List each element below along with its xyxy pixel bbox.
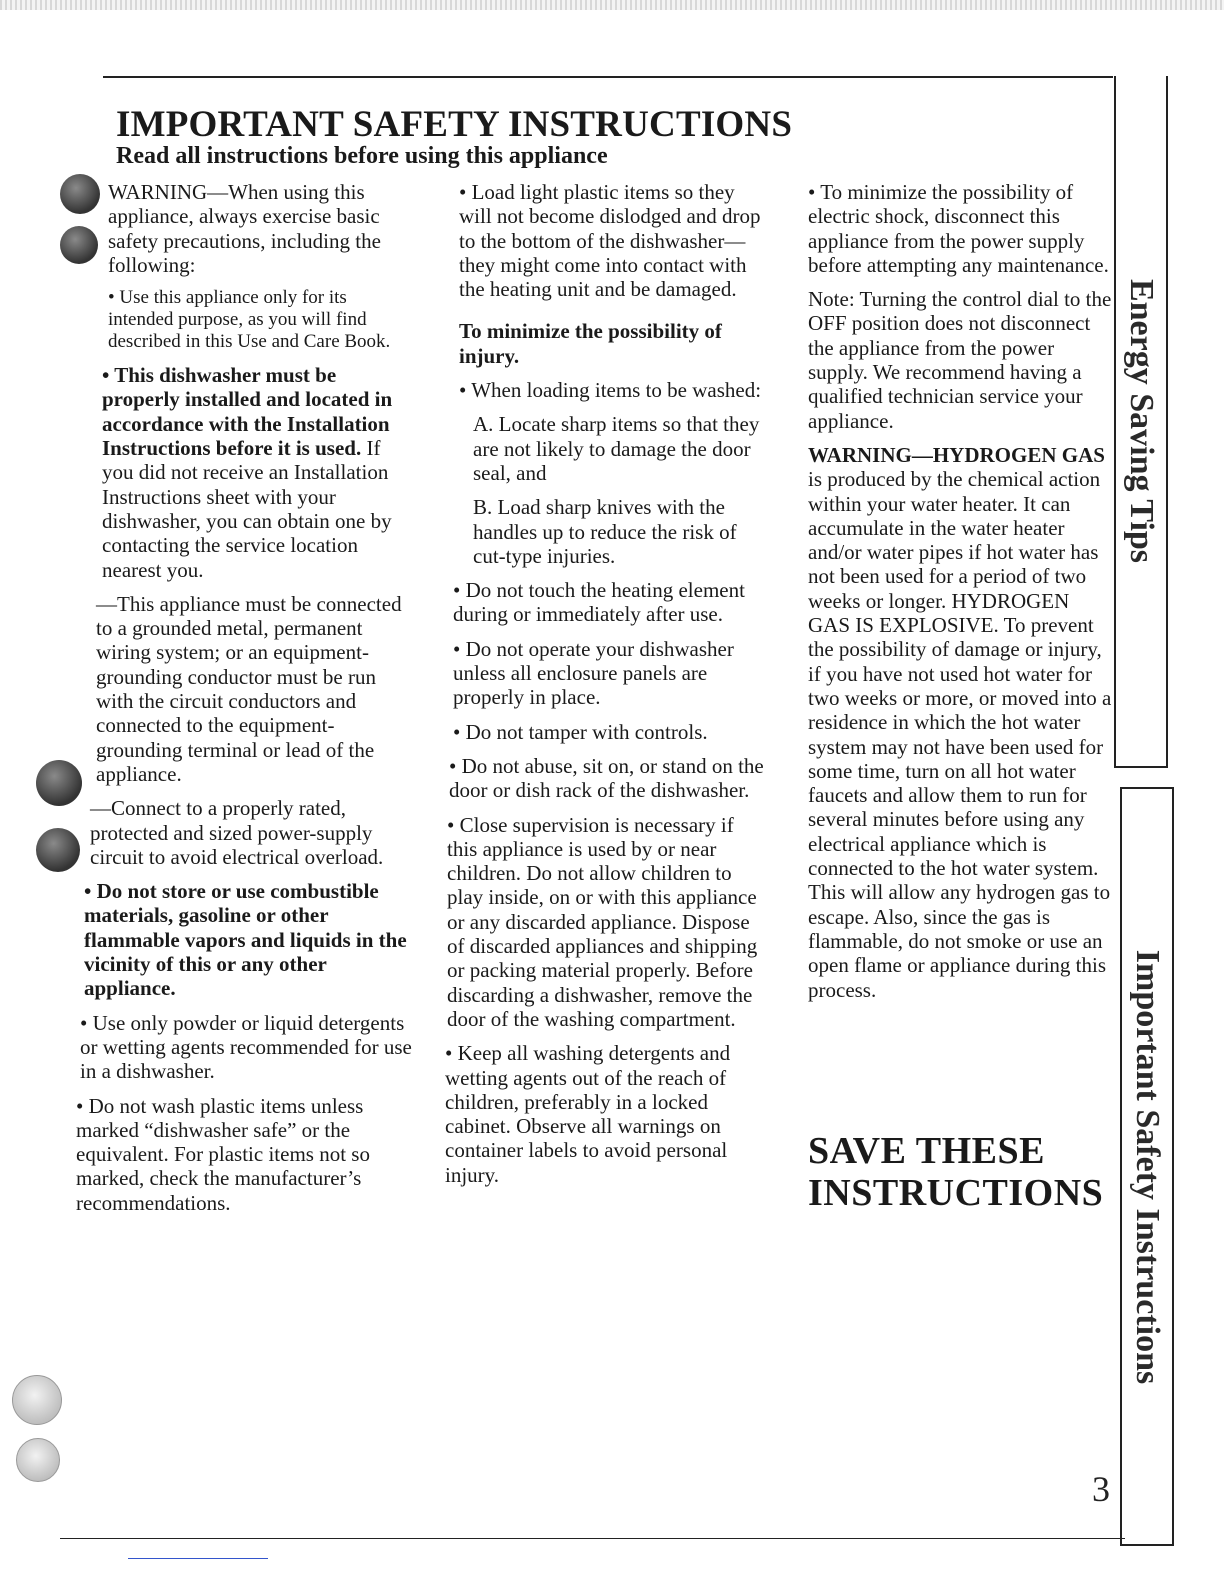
plastic-loading-instruction: • Load light plastic items so they will not become dislodged and drop to the bottom of the dishwasher—they might come into contact with the heating unit and be damaged. bbox=[459, 180, 761, 302]
scan-top-edge bbox=[0, 0, 1224, 10]
scan-artifact-line bbox=[128, 1558, 268, 1559]
door-abuse-instruction: • Do not abuse, sit on, or stand on the door or dish rack of the dishwasher. bbox=[449, 753, 764, 803]
warning-text: —When using this appliance, always exercise basic safety precautions, including the following: bbox=[108, 180, 381, 277]
control-dial-note: Note: Turning the control dial to the OFF position does not disconnect the appliance from the power supply. We recommend having a qualified technician service your appliance. bbox=[808, 287, 1112, 433]
electric-shock-instruction: • To minimize the possibility of electric shock, disconnect this appliance from the power supply before attempting any maintenance. bbox=[808, 180, 1109, 277]
column-1 bbox=[76, 180, 416, 1225]
power-supply-instruction: —Connect to a properly rated, protected and sized power-supply circuit to avoid electrical overload. bbox=[90, 796, 384, 869]
bottom-rule bbox=[60, 1538, 1125, 1539]
save-instructions-heading bbox=[808, 1130, 1103, 1214]
enclosure-panels-instruction: • Do not operate your dishwasher unless all enclosure panels are properly in place. bbox=[453, 636, 734, 710]
controls-instruction: • Do not tamper with controls. bbox=[453, 719, 708, 744]
heating-element-instruction: • Do not touch the heating element during or immediately after use. bbox=[453, 578, 745, 627]
tab-energy-saving-tips-label: Energy Saving Tips bbox=[1123, 278, 1160, 564]
warning-intro bbox=[76, 180, 416, 277]
injury-heading: To minimize the possibility of injury. bbox=[459, 319, 722, 368]
grounding-instruction: —This appliance must be connected to a grounded metal, permanent wiring system; or an equipment-grounding conductor must be run with the circuit conductors and connected to the equipment-grounding terminal or lead of the appliance. bbox=[96, 591, 402, 786]
column-2 bbox=[445, 180, 765, 1197]
page-number: 3 bbox=[1092, 1469, 1110, 1509]
detergent-instruction: • Use only powder or liquid detergents or wetting agents recommended for use in a dishwasher. bbox=[80, 1010, 412, 1084]
hydrogen-warning-text: is produced by the chemical action within your water heater. It can accumulate in the water heater and/or water pipes if hot water has not been used for a period of two weeks or longer. HYDROGEN GAS IS EXPLOSIVE. To prevent the possibility of damage or injury, if you have not used hot water for two weeks or more, or moved into a residence in which the hot water system may not have been used for some time, turn on all hot water faucets and allow them to run for several minutes before using any electrical appliance which is connected to the hot water system. This will allow any hydrogen gas to escape. Also, since the gas is flammable, do not smoke or use an open flame or appliance during this process. bbox=[808, 467, 1112, 1002]
punch-hole bbox=[16, 1438, 60, 1482]
warning-label: WARNING bbox=[108, 180, 208, 204]
save-line-1: SAVE THESE bbox=[808, 1130, 1046, 1172]
page-title: IMPORTANT SAFETY INSTRUCTIONS bbox=[116, 104, 793, 145]
tab-energy-saving-tips[interactable] bbox=[1114, 76, 1168, 768]
hydrogen-warning-label: WARNING—HYDROGEN GAS bbox=[808, 442, 1105, 467]
plastic-instruction: • Do not wash plastic items unless marked “dishwasher safe” or the equivalent. For plastic items not so marked, check the manufacturer’s recommendations. bbox=[76, 1093, 370, 1215]
loading-instruction: • When loading items to be washed: bbox=[459, 378, 762, 403]
purpose-instruction: • Use this appliance only for its intended purpose, as you will find described in this Use and Care Book. bbox=[108, 287, 391, 353]
flammable-warning: • Do not store or use combustible materials, gasoline or other flammable vapors and liquids in the vicinity of this or any other appliance. bbox=[84, 879, 407, 1001]
punch-hole bbox=[12, 1375, 62, 1425]
installation-instruction bbox=[76, 363, 416, 582]
children-supervision-instruction: • Close supervision is necessary if this appliance is used by or near children. Do not allow children to play inside, on or with this appliance or any discarded appliance. Dispose of discarded appliances and shipping or packing material properly. Before discarding a dishwasher, remove the door of the washing compartment. bbox=[447, 812, 758, 1031]
tab-important-safety-instructions[interactable] bbox=[1120, 787, 1174, 1546]
hydrogen-gas-warning bbox=[808, 443, 1114, 1002]
save-line-2: INSTRUCTIONS bbox=[808, 1172, 1104, 1214]
top-rule bbox=[103, 76, 1113, 78]
installation-rest: If you did not receive an Installation Instructions sheet with your dishwasher, you can obtain one by contacting the service location nearest you. bbox=[102, 436, 392, 582]
punch-hole bbox=[36, 828, 80, 872]
column-3 bbox=[808, 180, 1114, 1012]
installation-bold: • This dishwasher must be properly installed and located in accordance with the Installation Instructions before it is used. bbox=[102, 363, 393, 461]
tab-important-safety-instructions-label: Important Safety Instructions bbox=[1129, 949, 1166, 1384]
detergent-storage-instruction: • Keep all washing detergents and wetting agents out of the reach of children, preferably in a locked cabinet. Observe all warnings on container labels to avoid personal injury. bbox=[445, 1041, 731, 1187]
page-subtitle: Read all instructions before using this appliance bbox=[116, 143, 608, 169]
knives-instruction: B. Load sharp knives with the handles up to reduce the risk of cut-type injuries. bbox=[473, 495, 737, 568]
sharp-items-instruction: A. Locate sharp items so that they are not likely to damage the door seal, and bbox=[473, 412, 760, 485]
